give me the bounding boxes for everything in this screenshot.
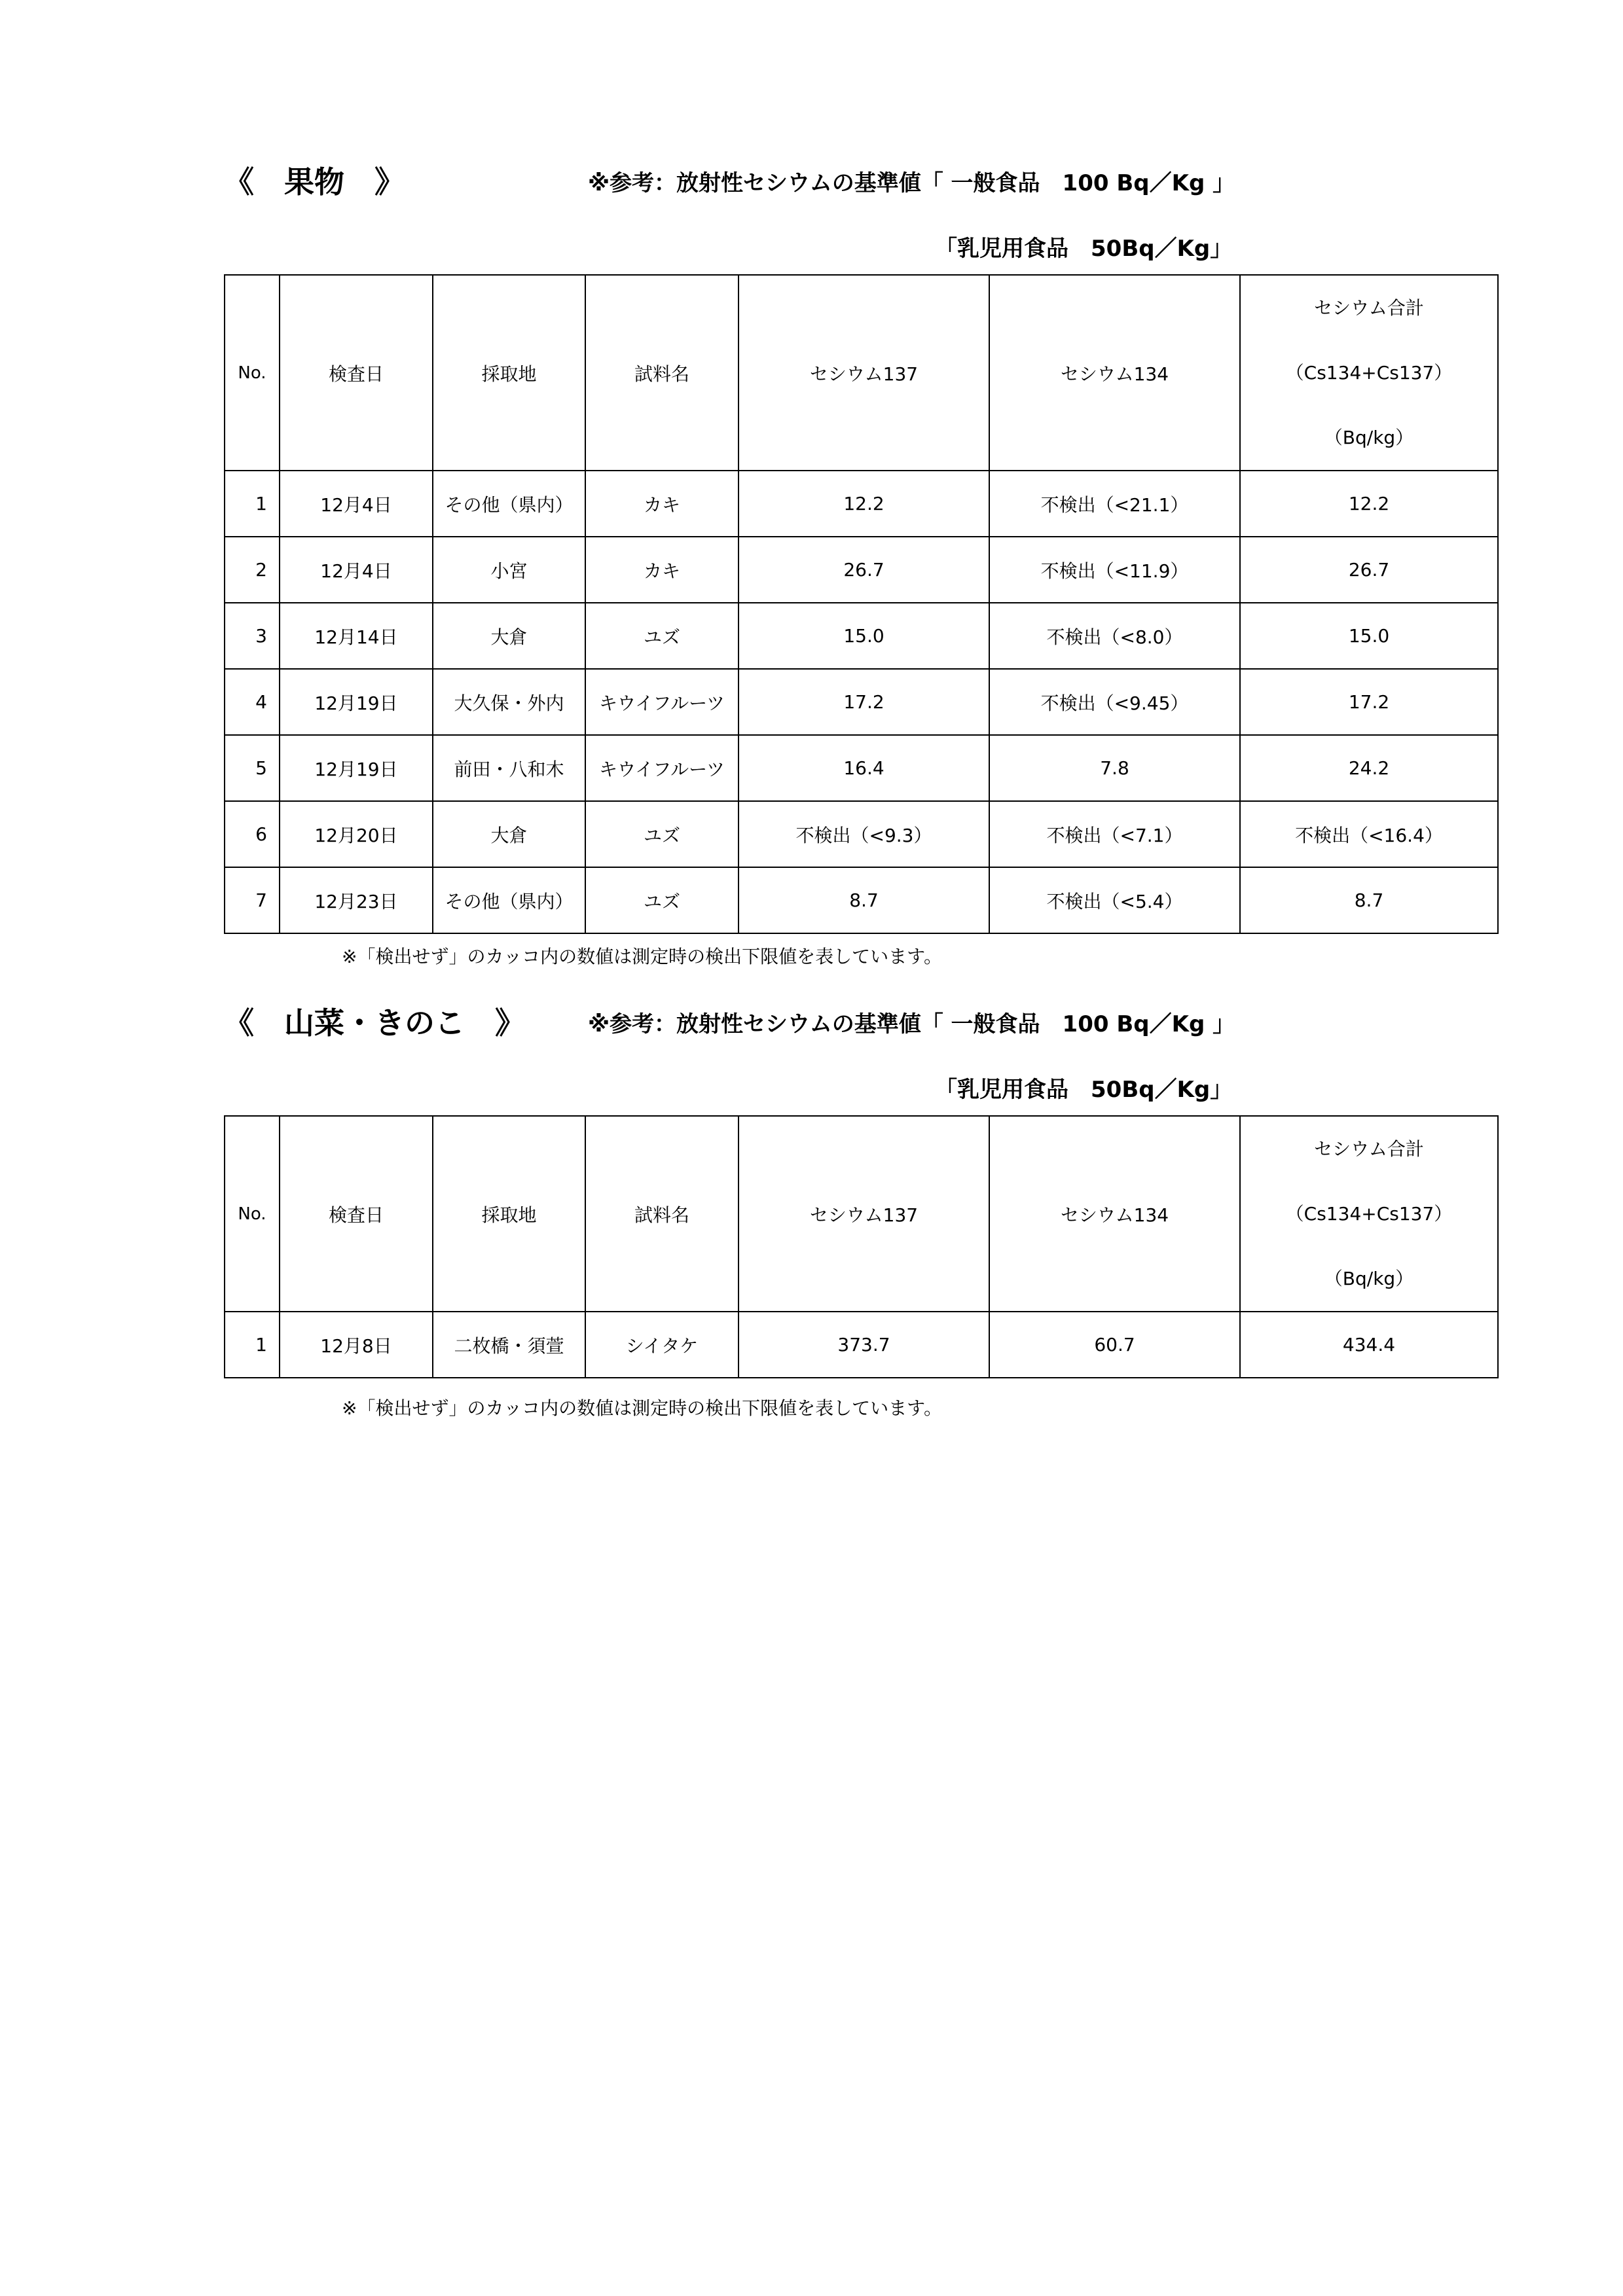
cell-cs134: 不検出（<11.9） — [989, 537, 1240, 603]
cell-date: 12月23日 — [280, 867, 433, 933]
cell-cs137: 17.2 — [739, 669, 989, 735]
col-cs134-header: セシウム134 — [989, 1116, 1240, 1312]
cell-cs134: 不検出（<7.1） — [989, 801, 1240, 867]
col-location-header: 採取地 — [433, 275, 585, 471]
table-row — [225, 603, 1498, 669]
cell-total: 不検出（<16.4） — [1240, 801, 1498, 867]
cell-no: 3 — [225, 603, 280, 669]
cell-total: 24.2 — [1240, 735, 1498, 801]
cell-total: 12.2 — [1240, 471, 1498, 537]
cell-cs137: 不検出（<9.3） — [739, 801, 989, 867]
cell-sample: ユズ — [585, 801, 739, 867]
col-cs137-header: セシウム137 — [739, 1116, 989, 1312]
cell-total: 8.7 — [1240, 867, 1498, 933]
cell-total: 434.4 — [1240, 1312, 1498, 1378]
cell-location: 前田・八和木 — [433, 735, 585, 801]
table-row — [225, 801, 1498, 867]
col-cs134-header: セシウム134 — [989, 275, 1240, 471]
cell-sample: キウイフルーツ — [585, 669, 739, 735]
cell-no: 5 — [225, 735, 280, 801]
cell-location: その他（県内） — [433, 471, 585, 537]
cell-no: 2 — [225, 537, 280, 603]
cell-date: 12月20日 — [280, 801, 433, 867]
table-row — [225, 735, 1498, 801]
cell-location: 大久保・外内 — [433, 669, 585, 735]
fruit-table — [224, 274, 1499, 934]
total-header-line2: （Cs134+Cs137） — [1285, 362, 1453, 384]
col-sample-header: 試料名 — [585, 1116, 739, 1312]
cell-location: 大倉 — [433, 801, 585, 867]
cell-location: 小宮 — [433, 537, 585, 603]
cell-location: その他（県内） — [433, 867, 585, 933]
cell-location: 大倉 — [433, 603, 585, 669]
cell-date: 12月19日 — [280, 669, 433, 735]
cell-cs134: 不検出（<5.4） — [989, 867, 1240, 933]
wild-section-title: 《 山菜・きのこ 》 — [224, 1005, 525, 1041]
cell-cs137: 12.2 — [739, 471, 989, 537]
total-header-line1: セシウム合計 — [1314, 297, 1424, 319]
col-cs137-header: セシウム137 — [739, 275, 989, 471]
cell-cs134: 7.8 — [989, 735, 1240, 801]
wild-footnote: ※「検出せず」のカッコ内の数値は測定時の検出下限値を表しています。 — [342, 1397, 942, 1419]
table-row — [225, 471, 1498, 537]
col-date-header: 検査日 — [280, 275, 433, 471]
col-no-header: No. — [225, 1116, 280, 1312]
total-header-line3: （Bq/kg） — [1324, 1268, 1414, 1289]
cell-no: 6 — [225, 801, 280, 867]
wild-table — [224, 1115, 1499, 1378]
cell-date: 12月4日 — [280, 537, 433, 603]
cell-no: 7 — [225, 867, 280, 933]
cell-sample: キウイフルーツ — [585, 735, 739, 801]
table-row — [225, 537, 1498, 603]
fruit-reference-infant: 「乳児用食品 50Bq／Kg」 — [935, 236, 1233, 262]
cell-no: 1 — [225, 1312, 280, 1378]
wild-reference-general: ※参考：放射性セシウムの基準値「 一般食品 100 Bq／Kg 」 — [588, 1011, 1235, 1037]
cell-cs134: 不検出（<8.0） — [989, 603, 1240, 669]
col-total-header — [1240, 275, 1498, 471]
col-no-header: No. — [225, 275, 280, 471]
cell-sample: シイタケ — [585, 1312, 739, 1378]
total-header-line2: （Cs134+Cs137） — [1285, 1203, 1453, 1225]
cell-no: 1 — [225, 471, 280, 537]
cell-total: 26.7 — [1240, 537, 1498, 603]
cell-date: 12月14日 — [280, 603, 433, 669]
col-sample-header: 試料名 — [585, 275, 739, 471]
total-header-line1: セシウム合計 — [1314, 1138, 1424, 1160]
cell-no: 4 — [225, 669, 280, 735]
cell-cs137: 15.0 — [739, 603, 989, 669]
cell-sample: ユズ — [585, 603, 739, 669]
table-row — [225, 669, 1498, 735]
cell-sample: カキ — [585, 471, 739, 537]
col-date-header: 検査日 — [280, 1116, 433, 1312]
cell-cs137: 16.4 — [739, 735, 989, 801]
table-row — [225, 1312, 1498, 1378]
cell-date: 12月4日 — [280, 471, 433, 537]
cell-sample: カキ — [585, 537, 739, 603]
fruit-section-title: 《 果物 》 — [224, 164, 405, 200]
cell-cs134: 不検出（<21.1） — [989, 471, 1240, 537]
cell-cs134: 60.7 — [989, 1312, 1240, 1378]
wild-table-header — [225, 1116, 1498, 1312]
cell-total: 15.0 — [1240, 603, 1498, 669]
fruit-table-header — [225, 275, 1498, 471]
cell-date: 12月19日 — [280, 735, 433, 801]
fruit-footnote: ※「検出せず」のカッコ内の数値は測定時の検出下限値を表しています。 — [342, 946, 942, 967]
wild-reference-infant: 「乳児用食品 50Bq／Kg」 — [935, 1077, 1233, 1103]
cell-cs134: 不検出（<9.45） — [989, 669, 1240, 735]
cell-total: 17.2 — [1240, 669, 1498, 735]
cell-cs137: 373.7 — [739, 1312, 989, 1378]
cell-sample: ユズ — [585, 867, 739, 933]
cell-location: 二枚橋・須萱 — [433, 1312, 585, 1378]
cell-cs137: 8.7 — [739, 867, 989, 933]
col-total-header — [1240, 1116, 1498, 1312]
table-row — [225, 867, 1498, 933]
col-location-header: 採取地 — [433, 1116, 585, 1312]
cell-cs137: 26.7 — [739, 537, 989, 603]
cell-date: 12月8日 — [280, 1312, 433, 1378]
fruit-reference-general: ※参考：放射性セシウムの基準値「 一般食品 100 Bq／Kg 」 — [588, 170, 1235, 196]
total-header-line3: （Bq/kg） — [1324, 427, 1414, 448]
